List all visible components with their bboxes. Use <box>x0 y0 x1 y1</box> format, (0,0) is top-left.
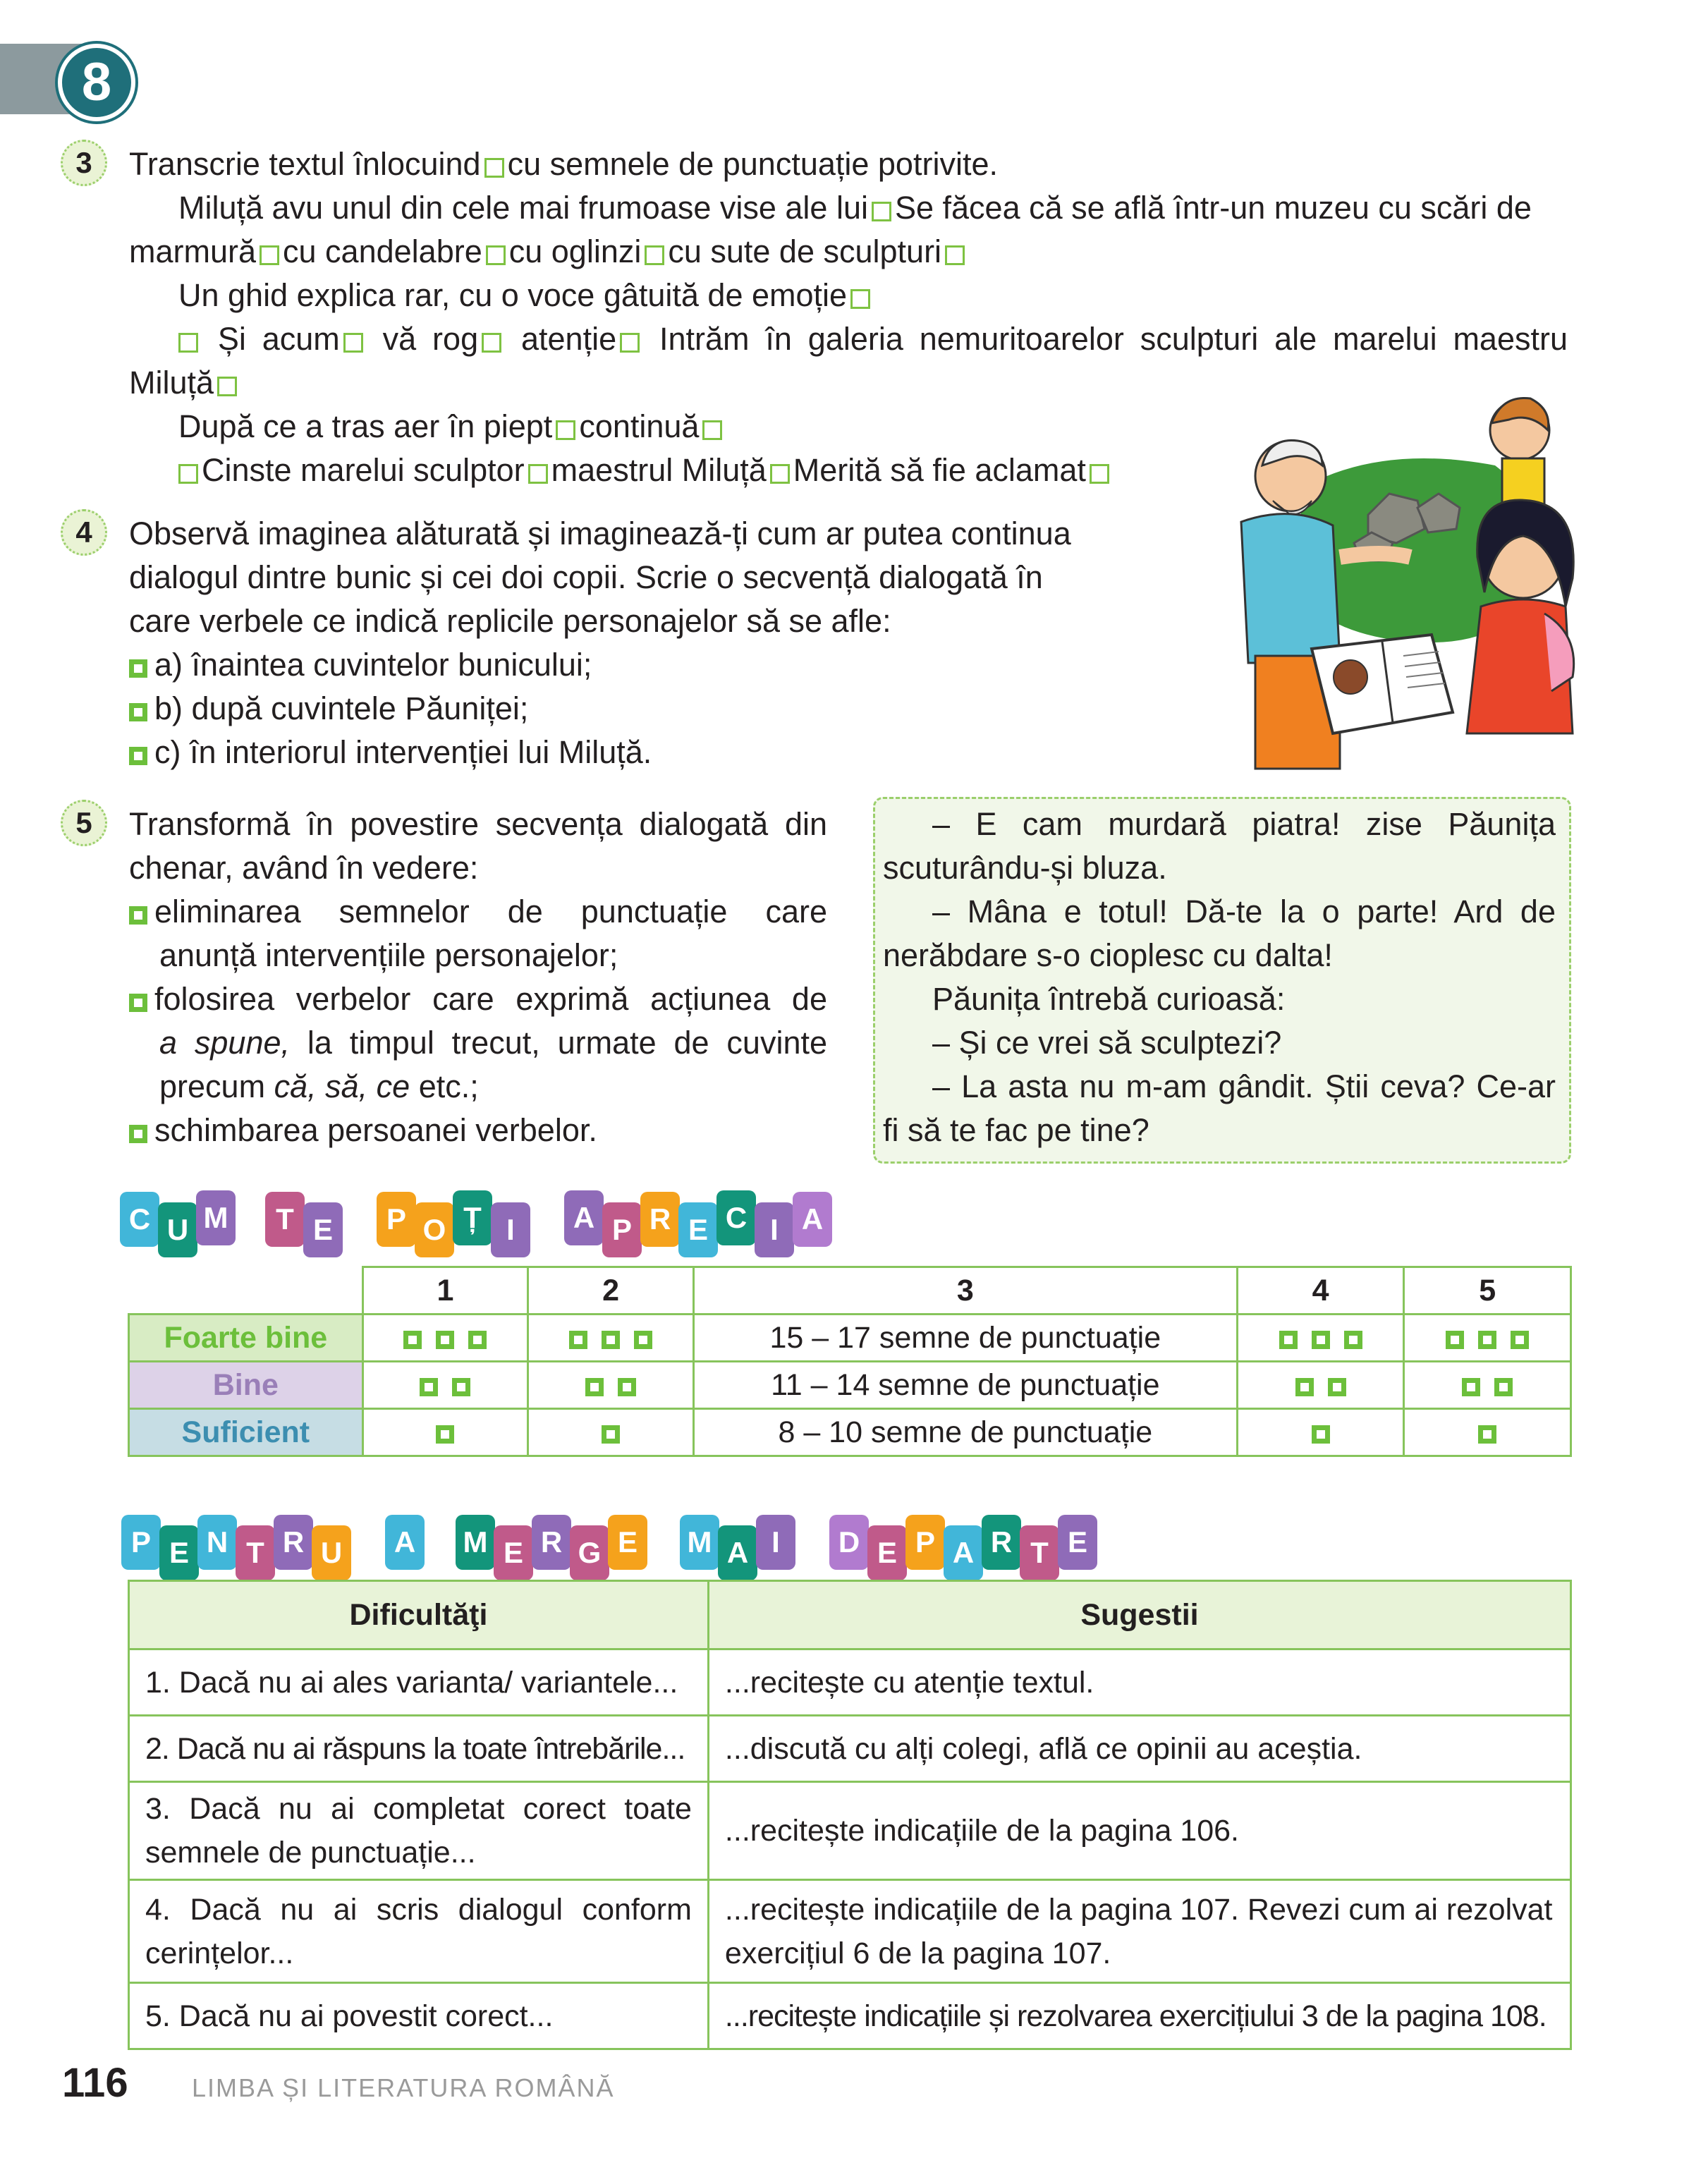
title-letter: I <box>755 1202 794 1257</box>
table-row <box>129 1315 1571 1362</box>
title-letter: P <box>121 1515 161 1570</box>
title-letter: E <box>678 1202 718 1257</box>
page-number: 116 <box>62 2060 128 2106</box>
title-letter: C <box>716 1190 756 1245</box>
blank-box-icon <box>645 245 664 265</box>
col-header-difficulties: Dificultăţi <box>129 1581 709 1649</box>
ex5-bullet-2-cont2: precum că, să, ce etc.; <box>159 1068 479 1104</box>
title-letter: T <box>1020 1525 1059 1580</box>
ex5-bullet-1-cont: anunță intervențiile personajelor; <box>159 937 618 973</box>
title-letter: M <box>196 1190 236 1245</box>
title-letter: E <box>1058 1515 1097 1570</box>
title-letter: P <box>905 1515 945 1570</box>
title-letter: M <box>680 1515 719 1570</box>
blank-box-icon <box>343 333 363 353</box>
title-letter: U <box>312 1525 351 1580</box>
blank-box-icon <box>945 245 965 265</box>
bullet-icon <box>129 747 147 765</box>
title-letter: T <box>265 1192 305 1247</box>
bullet-icon <box>129 659 147 678</box>
criteria-text: 8 – 10 semne de punctuație <box>693 1409 1237 1456</box>
table-row <box>129 1782 1571 1880</box>
title-letter: I <box>756 1515 795 1570</box>
blank-box-icon <box>770 464 790 484</box>
exercise-3-instruction: Transcrie textul înlocuind cu semnele de punctuație potrivite. <box>129 146 998 182</box>
suggestion-cell: ...recitește cu atenție textul. <box>708 1649 1570 1716</box>
dialog-line-2: scuturându-și bluza. <box>883 850 1167 886</box>
dialog-line-1: – E cam murdară piatra! zise Păunița <box>932 806 1556 842</box>
table-row <box>129 1649 1571 1716</box>
bullet-icon <box>129 994 147 1012</box>
table-row <box>129 1409 1571 1456</box>
dialog-line-6: – Și ce vrei să sculptezi? <box>932 1025 1282 1061</box>
title-letter: E <box>494 1525 533 1580</box>
title-letter: E <box>303 1202 343 1257</box>
suggestion-cell: ...recitește indicațiile și rezolvarea exercițiului 3 de la pagina 108. <box>708 1983 1570 2049</box>
title-letter: Ț <box>453 1190 492 1245</box>
title-letter: R <box>982 1515 1021 1570</box>
col-header: 1 <box>362 1267 528 1315</box>
blank-box-icon <box>620 333 640 353</box>
title-letter: P <box>602 1202 642 1257</box>
dialog-line-7: – La asta nu m-am gândit. Știi ceva? Ce-ar <box>932 1068 1556 1104</box>
blank-box-icon <box>528 464 548 484</box>
ex4-item-c: c) în interiorul intervenției lui Miluță. <box>129 731 652 774</box>
ex5-bullet-2: folosirea verbelor care exprimă acțiunea de <box>129 977 827 1021</box>
title-letter: D <box>829 1515 869 1570</box>
chapter-number-badge <box>58 44 135 121</box>
title-letter: E <box>608 1515 647 1570</box>
ex3-line-6: După ce a tras aer în piept continuă <box>178 405 726 449</box>
dialog-line-8: fi să te fac pe tine? <box>883 1112 1149 1148</box>
title-letter: U <box>158 1202 197 1257</box>
exercise-5-number: 5 <box>61 800 107 846</box>
ex4-item-a: a) înaintea cuvintelor bunicului; <box>129 643 592 687</box>
title-letter: A <box>718 1525 757 1580</box>
bullet-icon <box>129 906 147 925</box>
col-header: 3 <box>693 1267 1237 1315</box>
dialog-line-5: Păunița întrebă curioasă: <box>932 981 1286 1017</box>
difficulty-cell: 3. Dacă nu ai completat corect toate semnele de punctuație... <box>129 1782 709 1880</box>
ex3-line-1: Miluță avu unul din cele mai frumoase vise ale lui Se făcea că se află într-un muzeu cu scări de <box>178 190 1532 226</box>
title-letter: A <box>944 1525 983 1580</box>
ex3-line-4: Și acum vă rog atenție Intrăm în galeria nemuritoarelor sculpturi ale marelui maestru <box>175 317 1568 361</box>
blank-box-icon <box>482 333 501 353</box>
blank-box-icon <box>486 245 506 265</box>
title-letter: E <box>867 1525 907 1580</box>
difficulty-cell: 2. Dacă nu ai răspuns la toate întrebările... <box>129 1716 709 1782</box>
suggestion-cell: ...recitește indicațiile de la pagina 106. <box>708 1782 1570 1880</box>
tips-table <box>128 1580 1572 2050</box>
book-title: LIMBA ȘI LITERATURA ROMÂNĂ <box>192 2073 615 2102</box>
title-letter: E <box>159 1525 199 1580</box>
criteria-text: 11 – 14 semne de punctuație <box>693 1362 1237 1409</box>
blank-box-icon <box>702 420 722 440</box>
level-label: Foarte bine <box>129 1315 363 1362</box>
level-label: Suficient <box>129 1409 363 1456</box>
title-letter: R <box>532 1515 571 1570</box>
exercise-4-number: 4 <box>61 509 107 556</box>
ex4-line-3: care verbele ce indică replicile personajelor să se afle: <box>129 603 891 639</box>
dialog-line-3: – Mâna e totul! Dă-te la o parte! Ard de <box>932 894 1556 929</box>
ex3-line-7: Cinste marelui sculptor maestrul Miluță Merită să fie aclamat <box>175 449 1113 492</box>
bullet-icon <box>129 1125 147 1143</box>
table-row <box>129 1362 1571 1409</box>
title-letter: R <box>274 1515 313 1570</box>
title-letter: T <box>236 1525 275 1580</box>
blank-box-icon <box>872 202 891 221</box>
title-letter: A <box>793 1192 832 1247</box>
ex4-line-2: dialogul dintre bunic și cei doi copii. Scrie o secvență dialogată în <box>129 559 1043 595</box>
difficulty-cell: 5. Dacă nu ai povestit corect... <box>129 1983 709 2049</box>
ex3-line-2: marmură cu candelabre cu oglinzi cu sute de sculpturi <box>129 230 968 274</box>
blank-box-icon <box>484 158 504 178</box>
ex4-item-b: b) după cuvintele Păuniței; <box>129 687 528 731</box>
ex3-line-5: Miluță <box>129 361 240 405</box>
level-label: Bine <box>129 1362 363 1409</box>
blank-box-icon <box>178 333 198 353</box>
evaluation-table <box>128 1266 1572 1457</box>
title-letter: R <box>640 1192 680 1247</box>
table-row <box>129 1716 1571 1782</box>
col-header: 4 <box>1237 1267 1404 1315</box>
grandfather-children-illustration <box>1199 381 1580 776</box>
chapter-number: 8 <box>81 52 112 112</box>
suggestion-cell: ...recitește indicațiile de la pagina 107. Revezi cum ai rezolvat exercițiul 6 de la pagina 107. <box>708 1880 1570 1983</box>
criteria-text: 15 – 17 semne de punctuație <box>693 1315 1237 1362</box>
bullet-icon <box>129 703 147 721</box>
blank-box-icon <box>850 289 870 309</box>
col-header: 5 <box>1404 1267 1571 1315</box>
title-letter: C <box>120 1192 159 1247</box>
blank-box-icon <box>556 420 575 440</box>
title-letter: G <box>570 1525 609 1580</box>
title-letter: P <box>377 1192 416 1247</box>
title-letter: I <box>491 1202 530 1257</box>
col-header: 2 <box>528 1267 694 1315</box>
title-letter: M <box>456 1515 495 1570</box>
ex5-bullet-2-cont: a spune, la timpul trecut, urmate de cuvinte <box>159 1025 828 1061</box>
ex5-intro-2: chenar, având în vedere: <box>129 850 479 886</box>
difficulty-cell: 4. Dacă nu ai scris dialogul conform cerințelor... <box>129 1880 709 1983</box>
exercise-3-number: 3 <box>61 140 107 186</box>
difficulty-cell: 1. Dacă nu ai ales varianta/ variantele... <box>129 1649 709 1716</box>
blank-box-icon <box>260 245 279 265</box>
ex3-line-3: Un ghid explica rar, cu o voce gâtuită de emoție <box>178 274 874 317</box>
table-row <box>129 1983 1571 2049</box>
blank-box-icon <box>1090 464 1109 484</box>
ex4-line-1: Observă imaginea alăturată și imaginează-ți cum ar putea continua <box>129 516 1071 551</box>
blank-box-icon <box>217 377 237 396</box>
title-letter: N <box>197 1515 237 1570</box>
title-letter: O <box>415 1202 454 1257</box>
title-letter: A <box>564 1190 604 1245</box>
col-header-suggestions: Sugestii <box>708 1581 1570 1649</box>
ex5-intro-1: Transformă în povestire secvența dialogată din <box>129 806 827 842</box>
dialog-line-4: nerăbdare s-o cioplesc cu dalta! <box>883 937 1333 973</box>
title-letter: A <box>385 1515 425 1570</box>
suggestion-cell: ...discută cu alți colegi, află ce opinii au aceștia. <box>708 1716 1570 1782</box>
ex5-bullet-1: eliminarea semnelor de punctuație care <box>129 890 827 934</box>
table-row <box>129 1880 1571 1983</box>
ex5-bullet-3: schimbarea persoanei verbelor. <box>129 1109 597 1152</box>
blank-box-icon <box>178 464 198 484</box>
